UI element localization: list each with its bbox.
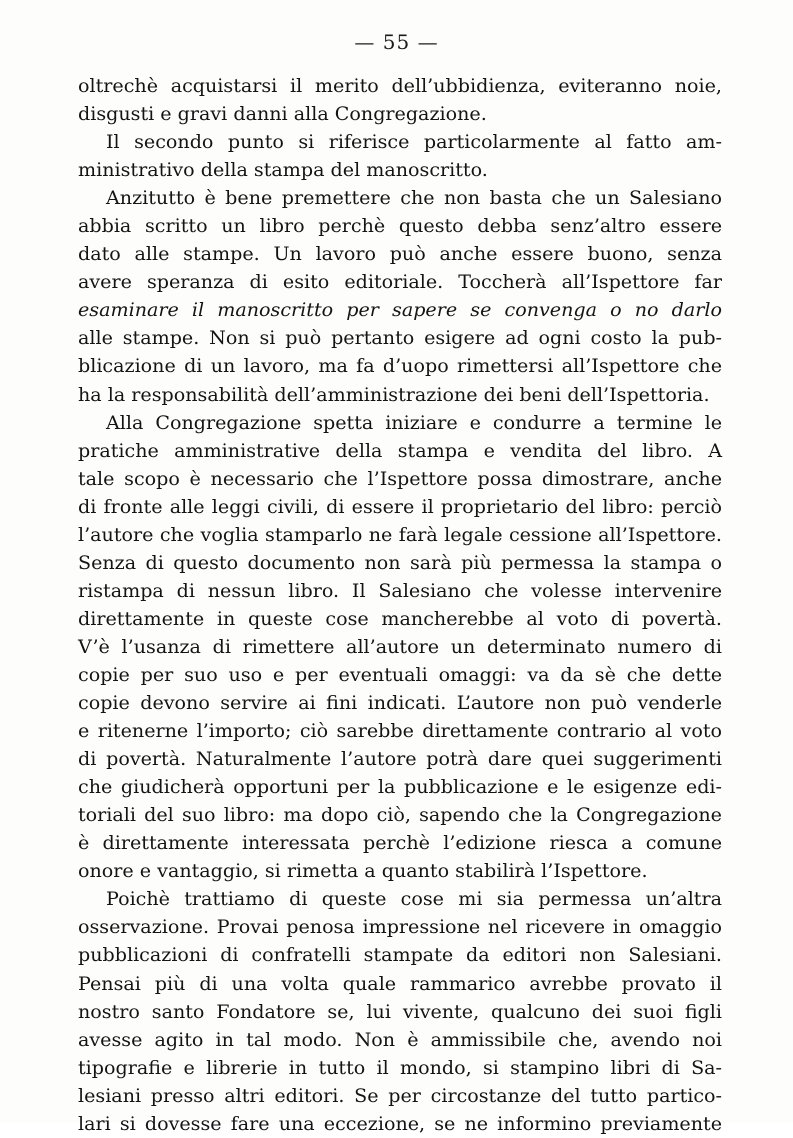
text-line: esaminare il manoscritto per sapere se convenga o no darlo [78,298,722,322]
text-line: disgusti e gravi danni alla Congregazione. [78,102,487,126]
text-line: Alla Congregazione spetta iniziare e condurre a termine le [106,410,722,434]
text-line: toriali del suo libro: ma dopo ciò, sapendo che la Congregazione [78,803,722,827]
text-line: blicazione di un lavoro, ma fa d’uopo rimettersi all’Ispettore che [78,354,722,378]
text-line: ministrativo della stampa del manoscritto. [78,158,488,182]
text-line: avere speranza di esito editoriale. Toccherà all’Ispettore far [78,270,722,294]
paragraph [78,128,722,184]
paragraph [78,184,722,408]
paragraph [78,72,722,128]
text-line: copie devono servire ai fini indicati. L’autore non può venderle [78,691,722,715]
text-line: lari si dovesse fare una eccezione, se ne informino previamente [78,1111,722,1135]
text-line: Anzitutto è bene premettere che non basta che un Salesiano [106,186,722,210]
text-line: ha la responsabilità dell’amministrazione dei beni dell’Ispettoria. [78,382,710,406]
text-line: onore e vantaggio, si rimetta a quanto stabilirà l’Ispettore. [78,859,648,883]
text-line: lesiani presso altri editori. Se per circostanze del tutto partico- [78,1083,722,1107]
text-line: dato alle stampe. Un lavoro può anche essere buono, senza [78,242,722,266]
text-line: V’è l’usanza di rimettere all’autore un determinato numero di [78,634,722,658]
text-line: direttamente in queste cose mancherebbe al voto di povertà. [78,606,722,630]
text-line: abbia scritto un libro perchè questo debba senz’altro essere [78,214,722,238]
text-line: copie per suo uso e per eventuali omaggi: va da sè che dette [78,662,722,686]
text-line: Senza di questo documento non sarà più permessa la stampa o [78,550,722,574]
text-line: Il secondo punto si riferisce particolarmente al fatto am- [106,130,722,154]
text-line: è direttamente interessata perchè l’edizione riesca a comune [78,831,722,855]
paragraph [78,885,722,1137]
paragraph [78,409,722,886]
text-line: Pensai più di una volta quale rammarico avrebbe provato il [78,971,722,995]
text-line: che giudicherà opportuni per la pubblicazione e le esigenze edi- [78,775,722,799]
text-line: oltrechè acquistarsi il merito dell’ubbidienza, eviteranno noie, [78,74,722,97]
text-line: l’autore che voglia stamparlo ne farà legale cessione all’Ispettore. [78,522,722,546]
text-line: tipografie e librerie in tutto il mondo, si stampino libri di Sa- [78,1055,722,1079]
text-line: alle stampe. Non si può pertanto esigere ad ogni costo la pub- [78,326,722,350]
text-line: e ritenerne l’importo; ciò sarebbe direttamente contrario al voto [78,719,722,743]
text-line: di povertà. Naturalmente l’autore potrà dare quei suggerimenti [78,747,722,771]
text-line: osservazione. Provai penosa impressione nel ricevere in omaggio [78,915,722,939]
text-line: tale scopo è necessario che l’Ispettore possa dimostrare, anche [78,466,722,490]
text-line: ristampa di nessun libro. Il Salesiano che volesse intervenire [78,578,722,602]
page-number: — 55 — [354,30,439,54]
body-text [78,72,722,1138]
text-line: pubblicazioni di confratelli stampate da editori non Salesiani. [78,943,722,967]
text-line: pratiche amministrative della stampa e vendita del libro. A [78,438,722,462]
text-line: avesse agito in tal modo. Non è ammissibile che, avendo noi [78,1027,722,1051]
text-line: Poichè trattiamo di queste cose mi sia permessa un’altra [106,887,722,911]
text-line: nostro santo Fondatore se, lui vivente, qualcuno dei suoi figli [78,999,722,1023]
text-line: di fronte alle leggi civili, di essere il proprietario del libro: perciò [78,494,722,518]
